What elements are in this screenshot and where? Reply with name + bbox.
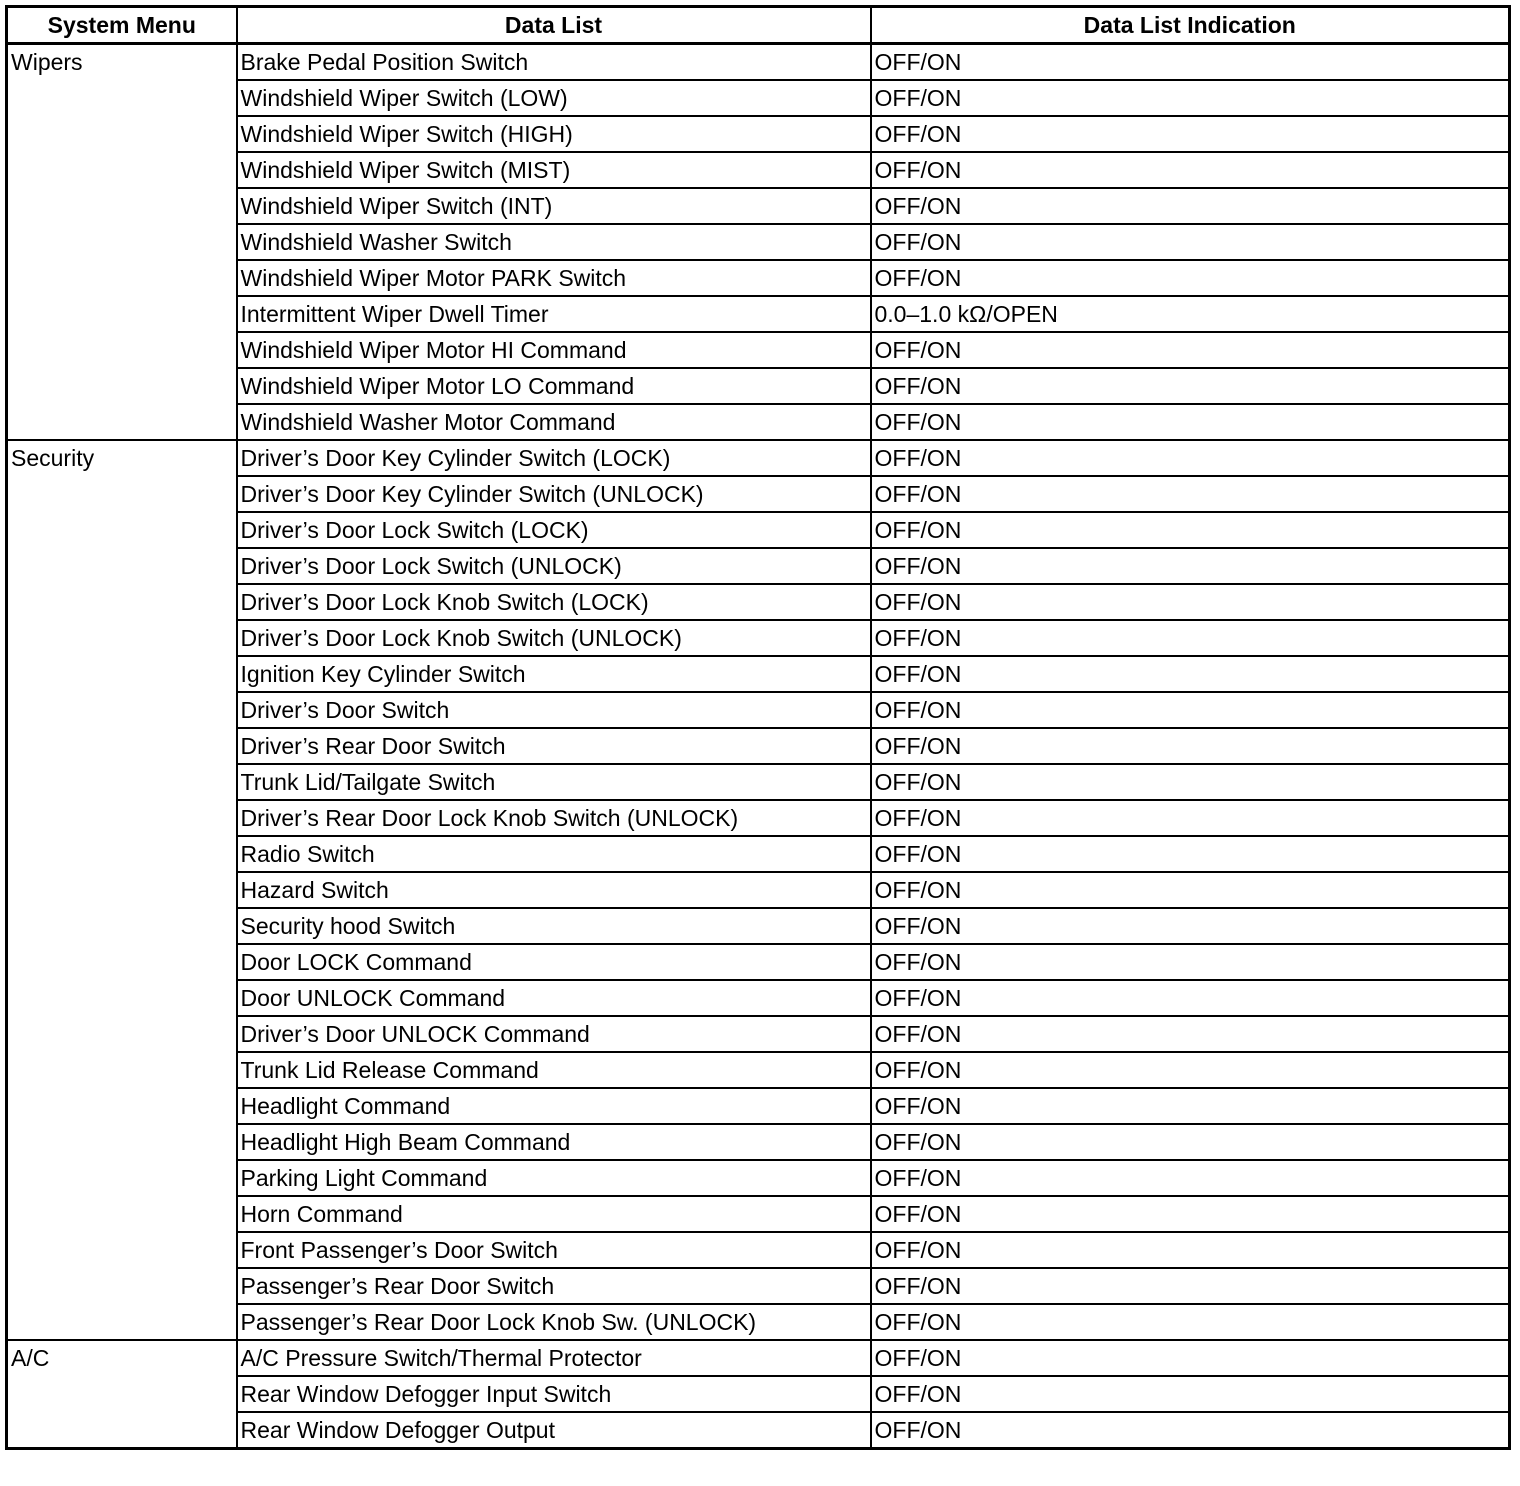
data-list-cell: Windshield Wiper Motor HI Command [237,332,871,368]
system-menu-cell: Wipers [7,44,237,441]
indication-cell: OFF/ON [871,116,1510,152]
data-list-cell: Headlight Command [237,1088,871,1124]
indication-cell: OFF/ON [871,548,1510,584]
data-list-cell: Windshield Wiper Switch (LOW) [237,80,871,116]
indication-cell: OFF/ON [871,584,1510,620]
indication-cell: OFF/ON [871,764,1510,800]
data-list-cell: Driver’s Door Lock Switch (LOCK) [237,512,871,548]
table-row [7,1340,1510,1376]
data-list-cell: Driver’s Door Lock Knob Switch (LOCK) [237,584,871,620]
data-list-cell: Driver’s Door Key Cylinder Switch (LOCK) [237,440,871,476]
data-list-cell: Radio Switch [237,836,871,872]
data-list-cell: Headlight High Beam Command [237,1124,871,1160]
data-list-cell: Windshield Wiper Motor LO Command [237,368,871,404]
data-list-cell: Rear Window Defogger Output [237,1412,871,1449]
indication-cell: OFF/ON [871,1124,1510,1160]
data-list-cell: Driver’s Door Lock Switch (UNLOCK) [237,548,871,584]
data-list-cell: Windshield Washer Motor Command [237,404,871,440]
indication-cell: OFF/ON [871,512,1510,548]
data-list-cell: Trunk Lid Release Command [237,1052,871,1088]
data-list-cell: Horn Command [237,1196,871,1232]
indication-cell: OFF/ON [871,728,1510,764]
indication-cell: OFF/ON [871,800,1510,836]
indication-cell: OFF/ON [871,260,1510,296]
header-row [7,7,1510,44]
indication-cell: OFF/ON [871,188,1510,224]
table-row [7,440,1510,476]
indication-cell: OFF/ON [871,872,1510,908]
indication-cell: OFF/ON [871,944,1510,980]
header-system-menu: System Menu [7,7,237,44]
indication-cell: OFF/ON [871,1268,1510,1304]
data-list-cell: Windshield Wiper Switch (MIST) [237,152,871,188]
indication-cell: 0.0–1.0 kΩ/OPEN [871,296,1510,332]
system-menu-cell: Security [7,440,237,1340]
data-list-cell: Windshield Wiper Switch (HIGH) [237,116,871,152]
header-data-list: Data List [237,7,871,44]
indication-cell: OFF/ON [871,1232,1510,1268]
data-list-cell: Driver’s Door Switch [237,692,871,728]
data-list-cell: Door LOCK Command [237,944,871,980]
indication-cell: OFF/ON [871,1088,1510,1124]
data-list-cell: Front Passenger’s Door Switch [237,1232,871,1268]
data-list-cell: Ignition Key Cylinder Switch [237,656,871,692]
data-list-cell: Passenger’s Rear Door Switch [237,1268,871,1304]
data-list-cell: Intermittent Wiper Dwell Timer [237,296,871,332]
data-list-cell: Windshield Washer Switch [237,224,871,260]
data-list-cell: Driver’s Door Lock Knob Switch (UNLOCK) [237,620,871,656]
indication-cell: OFF/ON [871,44,1510,81]
data-list-cell: Passenger’s Rear Door Lock Knob Sw. (UNLOCK) [237,1304,871,1340]
indication-cell: OFF/ON [871,368,1510,404]
data-list-cell: Door UNLOCK Command [237,980,871,1016]
data-list-cell: Parking Light Command [237,1160,871,1196]
data-list-cell: Brake Pedal Position Switch [237,44,871,81]
indication-cell: OFF/ON [871,692,1510,728]
indication-cell: OFF/ON [871,1196,1510,1232]
data-list-cell: Windshield Wiper Switch (INT) [237,188,871,224]
indication-cell: OFF/ON [871,80,1510,116]
indication-cell: OFF/ON [871,476,1510,512]
data-list-cell: Trunk Lid/Tailgate Switch [237,764,871,800]
indication-cell: OFF/ON [871,1376,1510,1412]
indication-cell: OFF/ON [871,224,1510,260]
data-list-cell: Driver’s Door Key Cylinder Switch (UNLOCK) [237,476,871,512]
indication-cell: OFF/ON [871,1340,1510,1376]
indication-cell: OFF/ON [871,836,1510,872]
data-list-cell: Rear Window Defogger Input Switch [237,1376,871,1412]
data-list-cell: Driver’s Door UNLOCK Command [237,1016,871,1052]
indication-cell: OFF/ON [871,152,1510,188]
indication-cell: OFF/ON [871,1016,1510,1052]
indication-cell: OFF/ON [871,404,1510,440]
indication-cell: OFF/ON [871,1412,1510,1449]
indication-cell: OFF/ON [871,440,1510,476]
data-list-cell: A/C Pressure Switch/Thermal Protector [237,1340,871,1376]
indication-cell: OFF/ON [871,656,1510,692]
data-list-table [5,5,1511,1450]
data-list-cell: Driver’s Rear Door Lock Knob Switch (UNLOCK) [237,800,871,836]
data-list-cell: Driver’s Rear Door Switch [237,728,871,764]
data-list-cell: Windshield Wiper Motor PARK Switch [237,260,871,296]
header-data-list-indication: Data List Indication [871,7,1510,44]
indication-cell: OFF/ON [871,980,1510,1016]
indication-cell: OFF/ON [871,908,1510,944]
indication-cell: OFF/ON [871,1304,1510,1340]
table-row [7,44,1510,81]
indication-cell: OFF/ON [871,332,1510,368]
system-menu-cell: A/C [7,1340,237,1449]
indication-cell: OFF/ON [871,620,1510,656]
indication-cell: OFF/ON [871,1052,1510,1088]
data-list-cell: Security hood Switch [237,908,871,944]
indication-cell: OFF/ON [871,1160,1510,1196]
table-body [7,44,1510,1449]
data-list-cell: Hazard Switch [237,872,871,908]
